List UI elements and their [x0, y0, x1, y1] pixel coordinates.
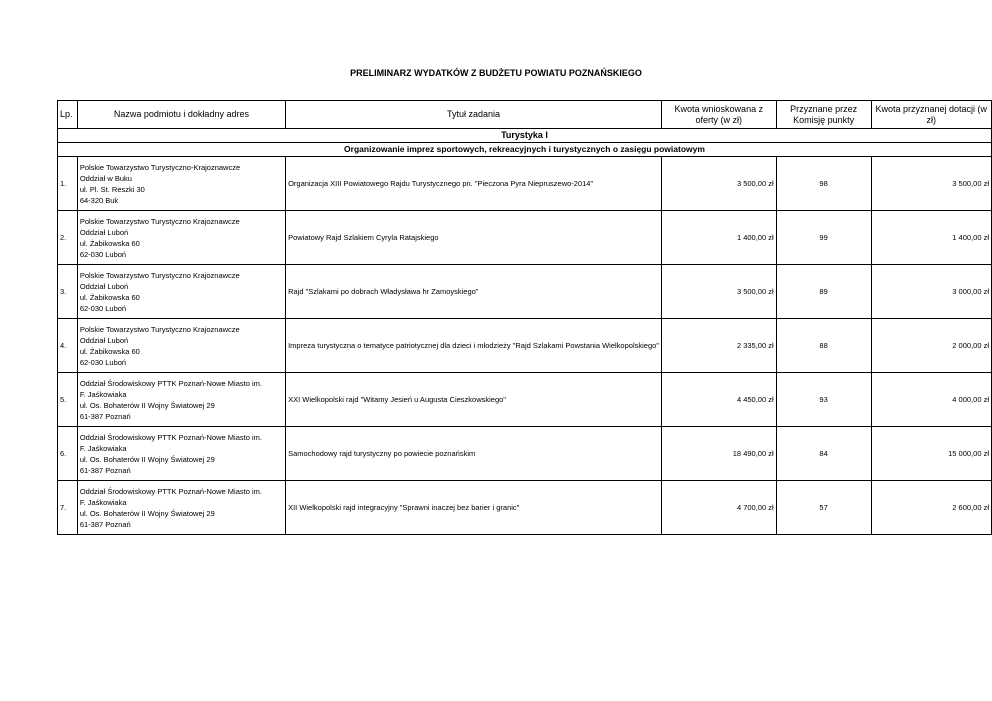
- row-requested: 4 700,00 zł: [661, 481, 776, 535]
- section-title: Turystyka I: [58, 129, 992, 143]
- row-number: 2.: [58, 211, 78, 265]
- row-task: XII Wielkopolski rajd integracyjny "Sprawni inaczej bez barier i granic": [286, 481, 662, 535]
- row-entity: [77, 373, 285, 427]
- entity-line: 62-030 Luboń: [79, 303, 127, 313]
- row-number: 4.: [58, 319, 78, 373]
- row-requested: 3 500,00 zł: [661, 265, 776, 319]
- row-entity: [77, 157, 285, 211]
- row-task: Rajd "Szlakami po dobrach Władysława hr Zamoyskiego": [286, 265, 662, 319]
- row-requested: 4 450,00 zł: [661, 373, 776, 427]
- subsection-row: [58, 143, 992, 157]
- row-number: 6.: [58, 427, 78, 481]
- row-number: 5.: [58, 373, 78, 427]
- header-granted: Kwota przyznanej dotacji (w zł): [871, 101, 991, 129]
- entity-line: 61-387 Poznań: [79, 411, 131, 421]
- header-lp: Lp.: [58, 101, 78, 129]
- entity-line: ul. Os. Bohaterów II Wojny Światowej 29: [79, 454, 215, 464]
- row-task: Impreza turystyczna o tematyce patriotycznej dla dzieci i młodzieży "Rajd Szlakami Powstania Wielkopolskiego": [286, 319, 662, 373]
- entity-line: 61-387 Poznań: [79, 465, 131, 475]
- entity-line: Oddział Luboń: [79, 281, 129, 291]
- table-row: [58, 319, 992, 373]
- entity-line: ul. Żabikowska 60: [79, 238, 140, 248]
- row-requested: 2 335,00 zł: [661, 319, 776, 373]
- row-granted: 2 000,00 zł: [871, 319, 991, 373]
- row-entity: [77, 319, 285, 373]
- entity-line: Oddział Luboń: [79, 335, 129, 345]
- header-points: Przyznane przez Komisję punkty: [776, 101, 871, 129]
- entity-line: ul. Pl. St. Reszki 30: [79, 184, 145, 194]
- entity-line: Polskie Towarzystwo Turystyczno-Krajoznawcze: [79, 162, 241, 172]
- row-points: 93: [776, 373, 871, 427]
- entity-line: Polskie Towarzystwo Turystyczno Krajoznawcze: [79, 270, 240, 280]
- entity-line: Polskie Towarzystwo Turystyczno Krajoznawcze: [79, 324, 240, 334]
- entity-line: F. Jaśkowiaka: [79, 497, 127, 507]
- entity-line: Oddział Środowiskowy PTTK Poznań-Nowe Miasto im.: [79, 432, 262, 442]
- entity-line: Oddział Środowiskowy PTTK Poznań-Nowe Miasto im.: [79, 486, 262, 496]
- entity-line: Oddział w Buku: [79, 173, 132, 183]
- row-granted: 3 500,00 zł: [871, 157, 991, 211]
- row-points: 57: [776, 481, 871, 535]
- entity-line: Polskie Towarzystwo Turystyczno Krajoznawcze: [79, 216, 240, 226]
- row-granted: 4 000,00 zł: [871, 373, 991, 427]
- table-row: [58, 481, 992, 535]
- entity-line: Oddział Środowiskowy PTTK Poznań-Nowe Miasto im.: [79, 378, 262, 388]
- row-points: 88: [776, 319, 871, 373]
- row-task: Powiatowy Rajd Szlakiem Cyryla Ratajskiego: [286, 211, 662, 265]
- entity-line: Oddział Luboń: [79, 227, 129, 237]
- header-requested: Kwota wnioskowana z oferty (w zł): [661, 101, 776, 129]
- entity-line: ul. Żabikowska 60: [79, 292, 140, 302]
- row-granted: 15 000,00 zł: [871, 427, 991, 481]
- entity-line: ul. Os. Bohaterów II Wojny Światowej 29: [79, 400, 215, 410]
- table-row: [58, 373, 992, 427]
- section-row: [58, 129, 992, 143]
- row-granted: 3 000,00 zł: [871, 265, 991, 319]
- header-task: Tytuł zadania: [286, 101, 662, 129]
- row-number: 7.: [58, 481, 78, 535]
- entity-line: 62-030 Luboń: [79, 357, 127, 367]
- row-points: 84: [776, 427, 871, 481]
- row-granted: 1 400,00 zł: [871, 211, 991, 265]
- header-name: Nazwa podmiotu i dokładny adres: [77, 101, 285, 129]
- page-title: PRELIMINARZ WYDATKÓW Z BUDŻETU POWIATU POZNAŃSKIEGO: [350, 68, 642, 78]
- row-entity: [77, 481, 285, 535]
- row-task: Organizacja XIII Powiatowego Rajdu Turystycznego pn. "Pieczona Pyra Niepruszewo-2014": [286, 157, 662, 211]
- row-granted: 2 600,00 zł: [871, 481, 991, 535]
- row-task: Samochodowy rajd turystyczny po powiecie poznańskim: [286, 427, 662, 481]
- entity-line: ul. Os. Bohaterów II Wojny Światowej 29: [79, 508, 215, 518]
- row-entity: [77, 211, 285, 265]
- header-row: [58, 101, 992, 129]
- row-number: 3.: [58, 265, 78, 319]
- row-points: 89: [776, 265, 871, 319]
- row-requested: 18 490,00 zł: [661, 427, 776, 481]
- expenses-table: [57, 100, 992, 535]
- entity-line: 64-320 Buk: [79, 195, 119, 205]
- entity-line: F. Jaśkowiaka: [79, 389, 127, 399]
- entity-line: ul. Żabikowska 60: [79, 346, 140, 356]
- table-row: [58, 157, 992, 211]
- row-number: 1.: [58, 157, 78, 211]
- table-row: [58, 265, 992, 319]
- row-requested: 1 400,00 zł: [661, 211, 776, 265]
- table-row: [58, 427, 992, 481]
- entity-line: F. Jaśkowiaka: [79, 443, 127, 453]
- row-points: 98: [776, 157, 871, 211]
- row-entity: [77, 265, 285, 319]
- row-points: 99: [776, 211, 871, 265]
- row-requested: 3 500,00 zł: [661, 157, 776, 211]
- entity-line: 62-030 Luboń: [79, 249, 127, 259]
- table-row: [58, 211, 992, 265]
- entity-line: 61-387 Poznań: [79, 519, 131, 529]
- row-entity: [77, 427, 285, 481]
- subsection-title: Organizowanie imprez sportowych, rekreacyjnych i turystycznych o zasięgu powiatowym: [58, 143, 992, 157]
- row-task: XXI Wielkopolski rajd "Witamy Jesień u Augusta Cieszkowskiego": [286, 373, 662, 427]
